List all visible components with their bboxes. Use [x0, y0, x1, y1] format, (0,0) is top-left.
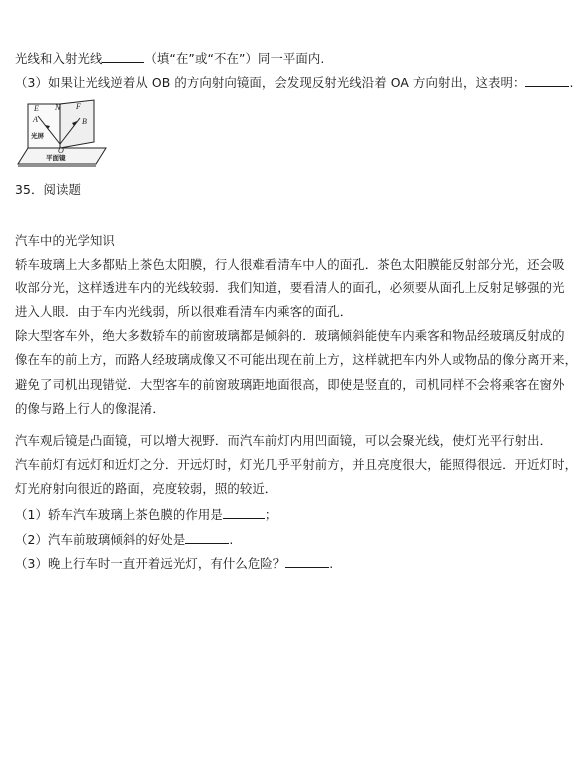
paragraph-line: 汽车观后镜是凸面镜，可以增大视野．而汽车前灯内用凹面镜，可以会聚光线，使灯光平行射出． [15, 433, 553, 448]
line1-text: 光线和入射光线 [15, 51, 103, 66]
paragraph-line: 汽车前灯有远灯和近灯之分．开远灯时，灯光几乎平射前方，并且亮度很大，能照得很远．开近灯时， [15, 457, 578, 472]
answer-blank[interactable] [185, 531, 229, 544]
label-F: F [76, 102, 81, 111]
paragraph-line: 灯光府射向很近的路面，亮度较弱，照的较近． [15, 481, 278, 496]
q3-text: （3）如果让光线逆着从 OB 的方向射向镜面，会发现反射光线沿着 OA 方向射出，这表明： [15, 75, 526, 90]
answer-blank[interactable] [285, 555, 329, 568]
paragraph-line: 除大型客车外，绝大多数轿车的前窗玻璃都是倾斜的．玻璃倾斜能使车内乘客和物品经玻璃反射成的 [15, 328, 565, 343]
section-heading: 35．阅读题 [15, 182, 81, 197]
question-3-end: . [329, 556, 334, 571]
question-1-text: （1）轿车汽车玻璃上茶色膜的作用是 [15, 507, 223, 522]
line-same-plane [15, 50, 570, 67]
label-O: O [58, 146, 64, 155]
line1-text-after: （填“在”或“不在”）同一平面内. [144, 51, 325, 66]
figure-svg [14, 98, 110, 170]
question-3-top [15, 74, 574, 91]
question-1 [15, 506, 570, 523]
question-2 [15, 531, 570, 548]
article-title: 汽车中的光学知识 [15, 233, 115, 248]
question-3 [15, 555, 570, 572]
label-screen: 光屏 [31, 132, 44, 140]
label-A: A [33, 115, 38, 124]
label-E: E [34, 104, 39, 113]
label-N: N [55, 103, 61, 112]
paragraph-line: 的像与路上行人的像混淆． [15, 401, 165, 416]
paragraph-line: 轿车玻璃上大多都贴上茶色太阳膜，行人很难看清车中人的面孔．茶色太阳膜能反射部分光，还会吸 [15, 257, 565, 272]
paragraph-line: 进入人眼．由于车内光线弱，所以很难看清车内乘客的面孔． [15, 304, 353, 319]
question-1-end: ； [264, 507, 278, 522]
label-B: B [82, 117, 87, 126]
paragraph-line: 像在车的前上方，而路人经玻璃成像又不可能出现在前上方，这样就把车内外人或物品的像分离开来， [15, 352, 578, 367]
reflection-experiment-figure [14, 98, 110, 170]
answer-blank[interactable] [102, 50, 144, 63]
question-2-text: （2）汽车前玻璃倾斜的好处是 [15, 532, 186, 547]
paragraph-line: 收部分光，这样透进车内的光线较弱．我们知道，要看清人的面孔，必须要从面孔上反射足够强的光 [15, 280, 565, 295]
label-mirror: 平面镜 [46, 154, 66, 162]
answer-blank[interactable] [525, 74, 569, 87]
paragraph-line: 避免了司机出现错觉．大型客车的前窗玻璃距地面很高，即使是竖直的，司机同样不会将乘客在窗外 [15, 377, 565, 392]
question-2-end: . [229, 532, 234, 547]
question-3-text: （3）晚上行车时一直开着远光灯，有什么危险？ [15, 556, 286, 571]
q3-end: . [569, 75, 574, 90]
answer-blank[interactable] [223, 506, 265, 519]
